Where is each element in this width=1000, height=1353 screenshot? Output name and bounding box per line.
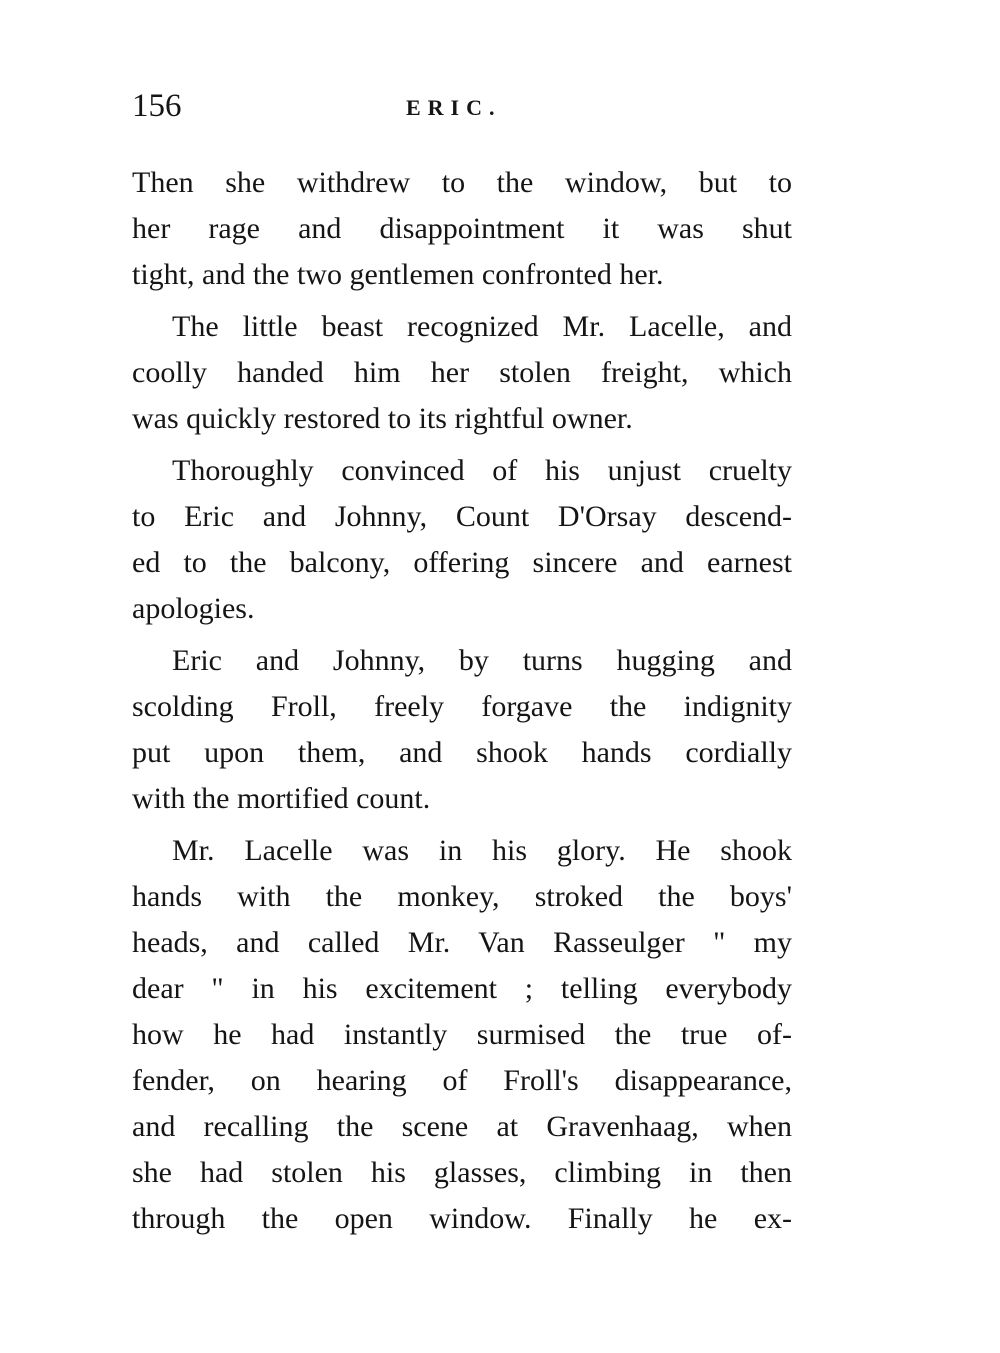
- text-line: through the open window. Finally he ex-: [132, 1202, 792, 1235]
- running-head: ERIC.: [406, 95, 502, 120]
- text-line: coolly handed him her stolen freight, which: [132, 356, 792, 389]
- text-line: how he had instantly surmised the true of-: [132, 1018, 792, 1051]
- text-line: apologies.: [132, 592, 255, 625]
- page-number: 156: [132, 88, 182, 124]
- text-line: with the mortified count.: [132, 782, 431, 815]
- text-line: tight, and the two gentlemen confronted her.: [132, 258, 664, 291]
- text-line: Then she withdrew to the window, but to: [132, 166, 792, 199]
- text-line: dear " in his excitement ; telling everybody: [132, 972, 792, 1005]
- text-line: ed to the balcony, offering sincere and earnest: [132, 546, 792, 579]
- text-line: hands with the monkey, stroked the boys': [132, 880, 792, 913]
- text-line: to Eric and Johnny, Count D'Orsay descend-: [132, 500, 792, 533]
- text-line: scolding Froll, freely forgave the indignity: [132, 690, 792, 723]
- text-line: fender, on hearing of Froll's disappearance,: [132, 1064, 792, 1097]
- text-line: her rage and disappointment it was shut: [132, 212, 792, 245]
- text-line: put upon them, and shook hands cordially: [132, 736, 792, 769]
- text-line: Thoroughly convinced of his unjust cruelty: [172, 454, 792, 487]
- page-header: [132, 86, 792, 136]
- text-line: she had stolen his glasses, climbing in then: [132, 1156, 792, 1189]
- text-line: Eric and Johnny, by turns hugging and: [172, 644, 792, 677]
- paragraph-3: [132, 448, 792, 632]
- text-line: was quickly restored to its rightful owner.: [132, 402, 633, 435]
- text-line: heads, and called Mr. Van Rasseulger " my: [132, 926, 792, 959]
- paragraph-5: [132, 828, 792, 1242]
- text-line: The little beast recognized Mr. Lacelle, and: [172, 310, 792, 343]
- text-line: Mr. Lacelle was in his glory. He shook: [172, 834, 792, 867]
- paragraph-4: [132, 638, 792, 822]
- paragraph-2: [132, 304, 792, 442]
- body-text: [132, 160, 792, 1248]
- text-line: and recalling the scene at Gravenhaag, when: [132, 1110, 792, 1143]
- paragraph-1: [132, 160, 792, 298]
